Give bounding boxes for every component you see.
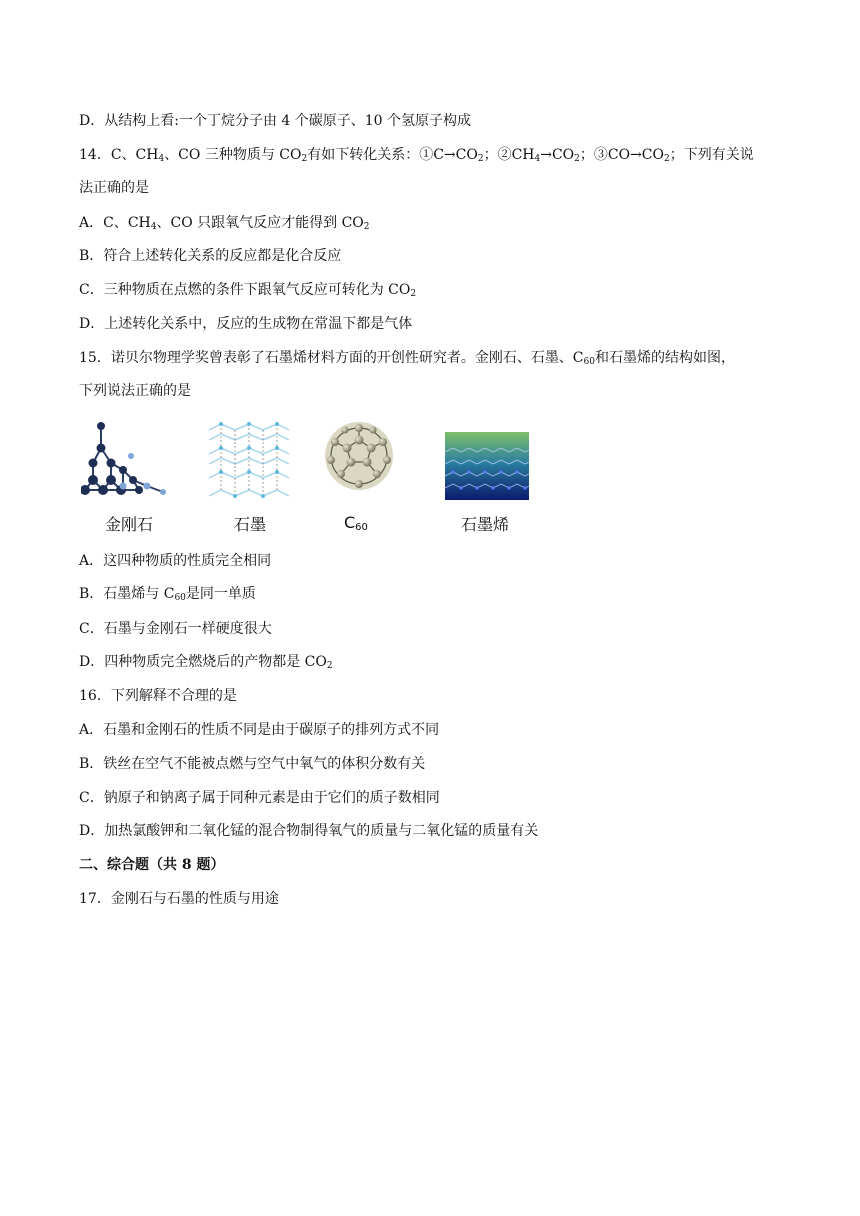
diamond-structure-image — [81, 418, 181, 500]
carbon-allotropes-figure — [79, 412, 539, 542]
q15-stem-line2: 下列说法正确的是 — [79, 383, 191, 399]
q15-option-d: D．四种物质完全燃烧后的产物都是 $CO_2$ — [79, 654, 333, 671]
diamond-label: 金刚石 — [105, 515, 154, 534]
q14-stem-line1: 14．C、$CH_4$、CO 三种物质与 $CO_2$有如下转化关系：$①C\to CO_2$；$②CH_4\to CO_2$；$③CO\to CO_2$；下列有关说 — [79, 147, 754, 164]
q16-option-a: A．石墨和金刚石的性质不同是由于碳原子的排列方式不同 — [79, 722, 440, 738]
q15-option-b: B．石墨烯与 $C_{60}$是同一单质 — [79, 586, 256, 603]
q14-option-a: A．C、$CH_4$、CO 只跟氧气反应才能得到 $CO_2$ — [79, 215, 370, 232]
c60-structure-image — [319, 416, 399, 496]
q15-option-a: A．这四种物质的性质完全相同 — [79, 553, 272, 569]
graphite-structure-image — [205, 420, 295, 500]
q14-option-b: B．符合上述转化关系的反应都是化合反应 — [79, 248, 342, 264]
graphite-label: 石墨 — [234, 515, 267, 534]
q14-option-c: C．三种物质在点燃的条件下跟氧气反应可转化为 $CO_2$ — [79, 282, 417, 299]
q14-option-d: D．上述转化关系中，反应的生成物在常温下都是气体 — [79, 316, 413, 332]
q16-option-b: B．铁丝在空气不能被点燃与空气中氧气的体积分数有关 — [79, 756, 426, 772]
c60-label: $C_{60}$ — [344, 513, 368, 533]
q13-option-d: D．从结构上看:一个丁烷分子由 4 个碳原子、10 个氢原子构成 — [79, 113, 472, 129]
q16-option-d: D．加热氯酸钾和二氧化锰的混合物制得氧气的质量与二氧化锰的质量有关 — [79, 823, 539, 839]
section-heading: 二、综合题（共 8 题） — [79, 857, 225, 873]
q15-stem-line1: 15．诺贝尔物理学奖曾表彰了石墨烯材料方面的开创性研究者。金刚石、石墨、$C_{60}$和石墨烯的结构如图， — [79, 350, 735, 367]
q16-stem: 16．下列解释不合理的是 — [79, 688, 237, 704]
graphene-structure-image — [445, 432, 529, 500]
q14-stem-line2: 法正确的是 — [79, 180, 149, 196]
q15-option-c: C．石墨与金刚石一样硬度很大 — [79, 621, 272, 637]
graphene-label: 石墨烯 — [461, 515, 510, 534]
q17-stem: 17．金刚石与石墨的性质与用途 — [79, 891, 279, 907]
q16-option-c: C．钠原子和钠离子属于同种元素是由于它们的质子数相同 — [79, 790, 440, 806]
